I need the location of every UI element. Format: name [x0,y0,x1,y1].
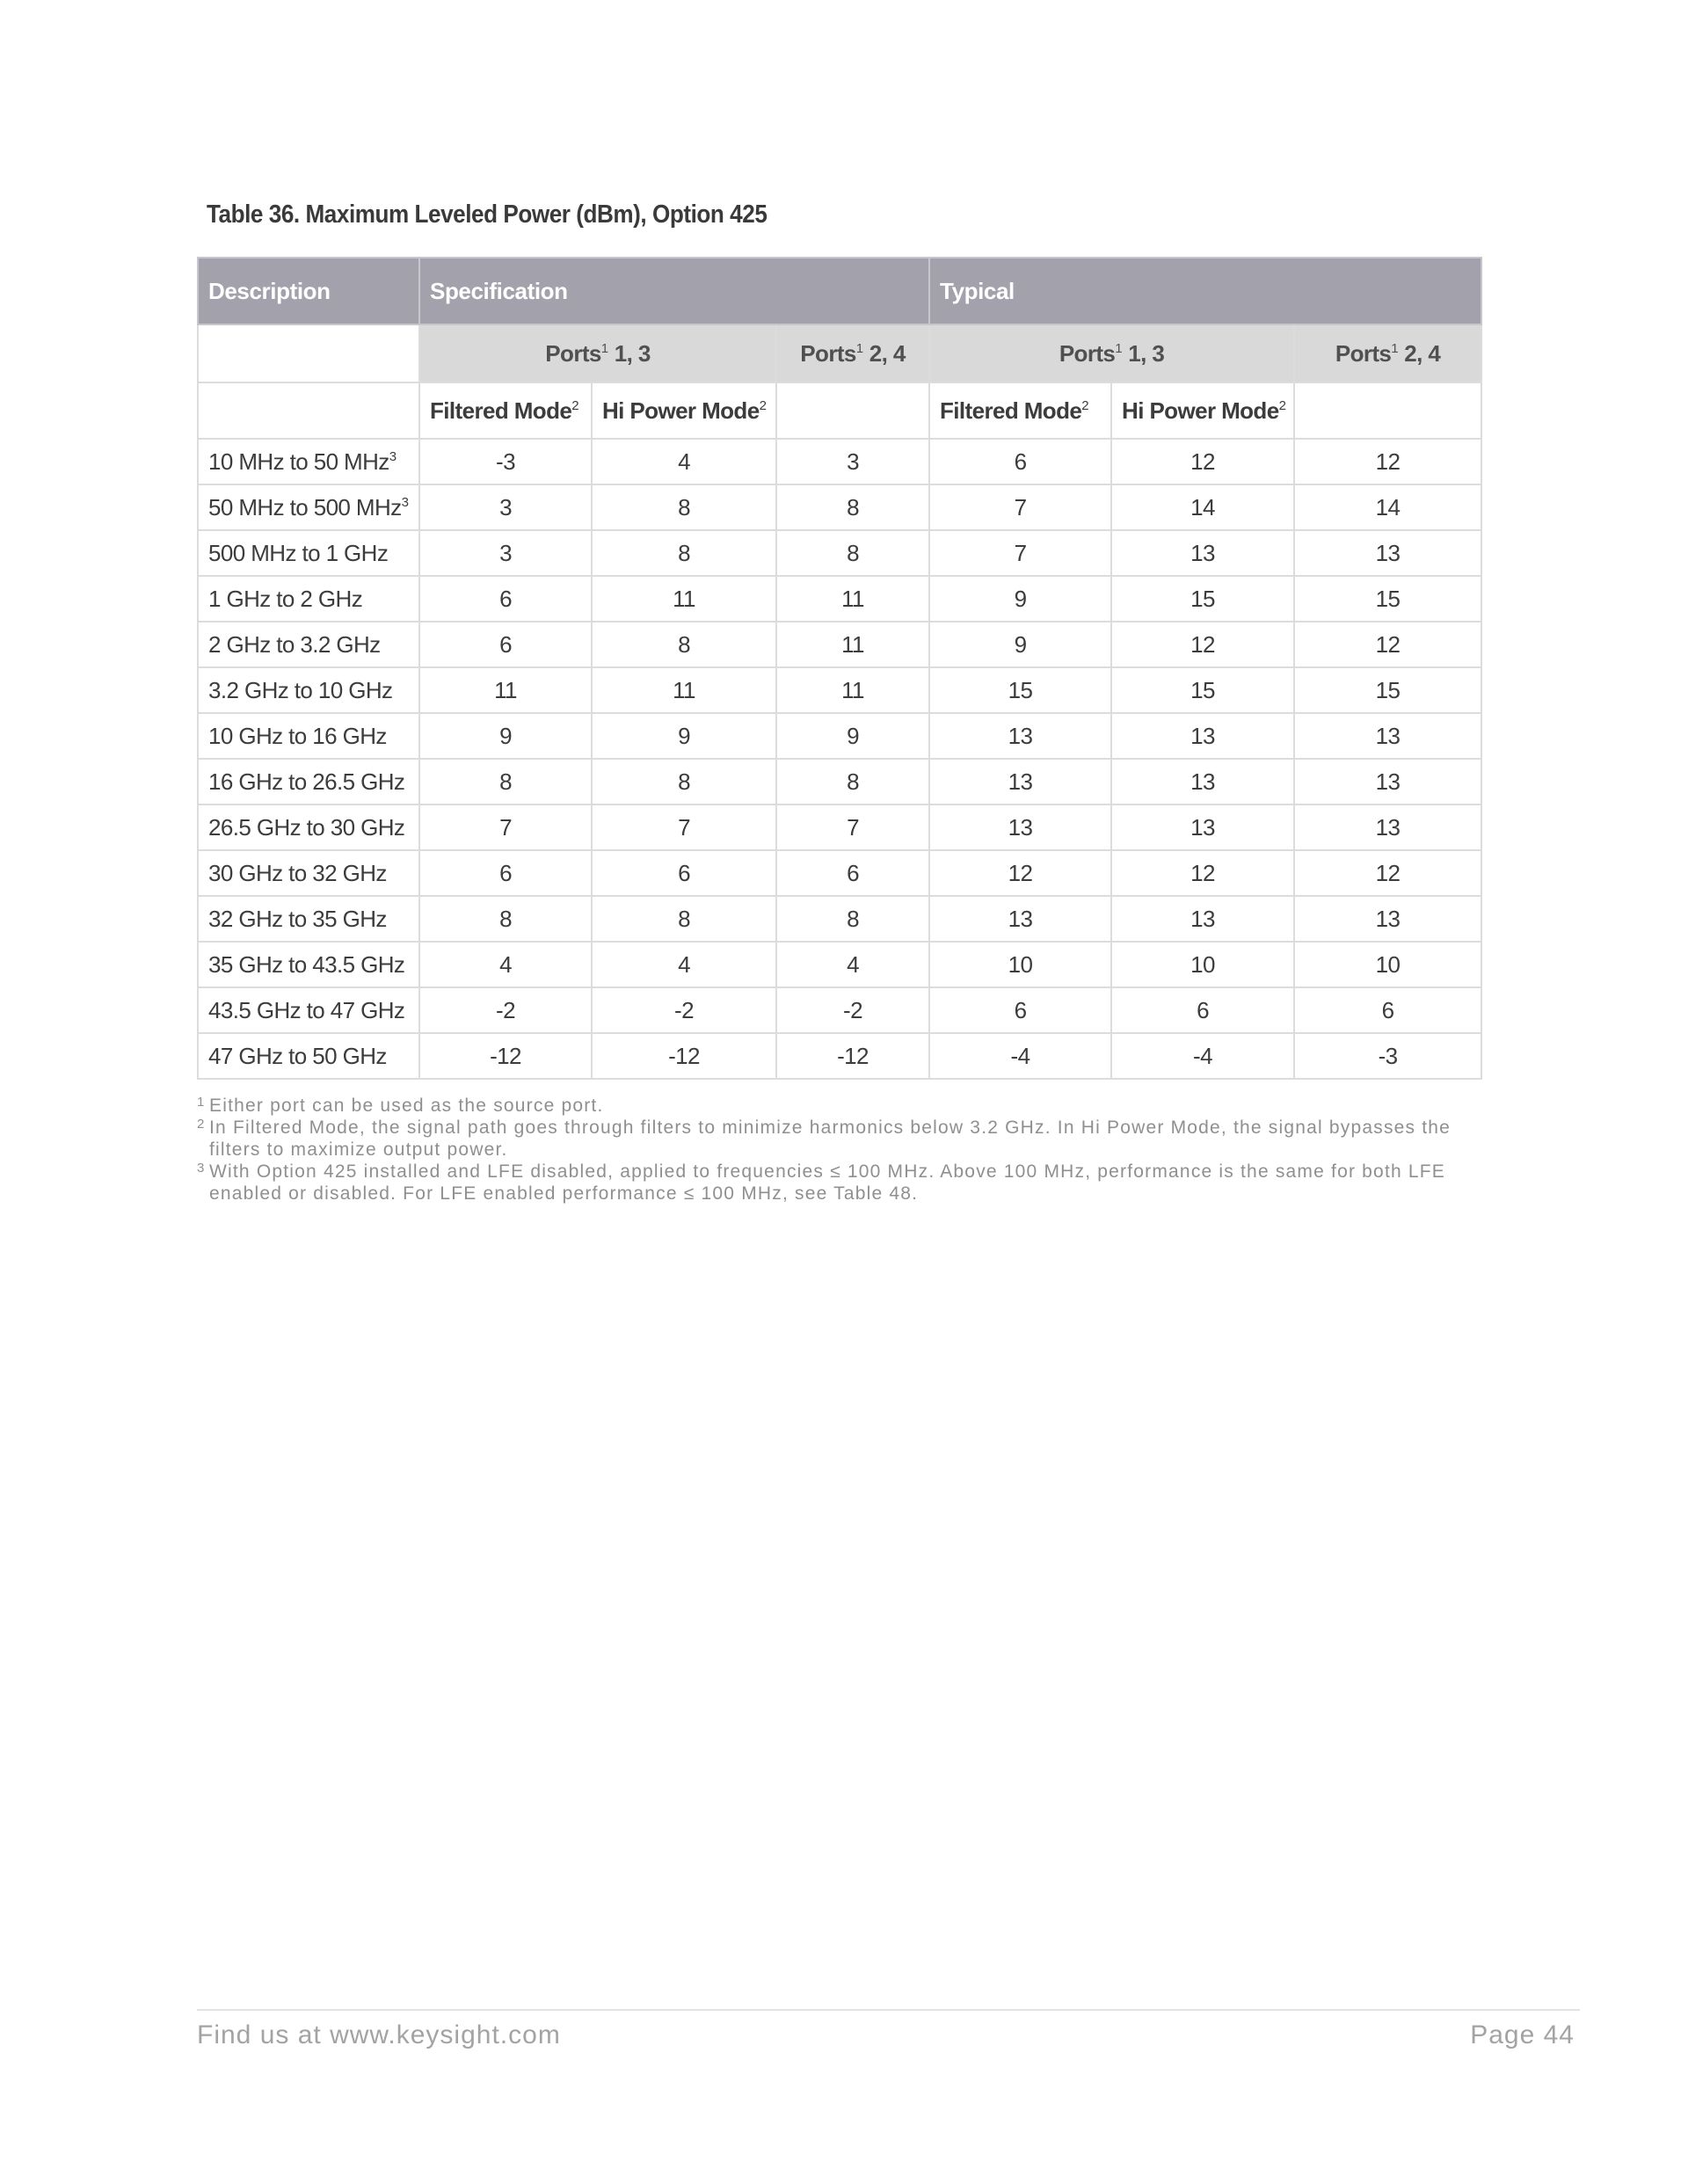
max-leveled-power-table [197,257,1482,1080]
power-value-cell: 8 [419,896,592,942]
power-value-cell: 13 [929,804,1111,850]
frequency-range-cell: 43.5 GHz to 47 GHz [198,987,419,1033]
typ-ports-13: Ports$^1$ 1, 3 [929,324,1294,382]
frequency-range-cell: 47 GHz to 50 GHz [198,1033,419,1079]
power-value-cell: 7 [592,804,776,850]
power-value-cell: 4 [592,942,776,987]
power-value-cell: -2 [592,987,776,1033]
power-value-cell: 6 [776,850,929,896]
frequency-range-cell: 32 GHz to 35 GHz [198,896,419,942]
power-value-cell: -3 [419,439,592,484]
power-value-cell: 6 [929,987,1111,1033]
power-value-cell: 13 [1294,530,1481,576]
power-value-cell: 8 [776,484,929,530]
power-value-cell: 12 [1294,439,1481,484]
footer-website: Find us at www.keysight.com [197,2020,561,2049]
ports-row [198,324,1481,382]
footnote-2: 2 In Filtered Mode, the signal path goes through filters to minimize harmonics below 3.2 GHz. In Hi Power Mode, the signal bypasses the filters to maximize output power. [197,1117,1452,1160]
table-row [198,713,1481,759]
footnote-1: 1 Either port can be used as the source port. [197,1095,604,1116]
power-value-cell: -4 [1111,1033,1294,1079]
power-value-cell: 15 [1294,576,1481,622]
power-value-cell: 7 [929,530,1111,576]
power-value-cell: 10 [929,942,1111,987]
power-value-cell: 12 [1294,850,1481,896]
table-row [198,667,1481,713]
power-value-cell: -12 [776,1033,929,1079]
power-value-cell: 3 [419,530,592,576]
power-value-cell: 4 [776,942,929,987]
table-row [198,1033,1481,1079]
ports-blank-cell [198,324,419,382]
power-value-cell: 12 [929,850,1111,896]
power-value-cell: 12 [1294,622,1481,667]
power-value-cell: 11 [592,667,776,713]
power-value-cell: 15 [929,667,1111,713]
power-value-cell: 13 [1111,713,1294,759]
spec-24-mode-blank [776,382,929,439]
power-value-cell: 11 [776,576,929,622]
power-value-cell: -12 [592,1033,776,1079]
power-value-cell: 8 [592,530,776,576]
typ-hipower-mode: Hi Power Mode$^2$ [1111,382,1294,439]
modes-blank-cell [198,382,419,439]
footnote-3: 3 With Option 425 installed and LFE disabled, applied to frequencies ≤ 100 MHz. Above 100 MHz, performance is the same for both LFE enabled or disabled. For LFE enabled performance ≤ 100 MHz, see Table 48. [197,1161,1446,1204]
typ-filtered-mode: Filtered Mode$^2$ [929,382,1111,439]
frequency-range-cell: 10 GHz to 16 GHz [198,713,419,759]
power-value-cell: 12 [1111,622,1294,667]
power-value-cell: 6 [592,850,776,896]
power-value-cell: 13 [929,713,1111,759]
power-value-cell: 8 [592,622,776,667]
power-value-cell: 8 [419,759,592,804]
power-value-cell: -4 [929,1033,1111,1079]
typ-24-mode-blank [1294,382,1481,439]
table-row [198,759,1481,804]
power-value-cell: 12 [1111,439,1294,484]
power-value-cell: 8 [776,530,929,576]
power-value-cell: 15 [1111,576,1294,622]
power-value-cell: 13 [1111,896,1294,942]
power-value-cell: 13 [1294,759,1481,804]
power-value-cell: 11 [776,622,929,667]
spec-ports-13: Ports$^1$ 1, 3 [419,324,776,382]
power-value-cell: 7 [419,804,592,850]
power-value-cell: 3 [776,439,929,484]
power-value-cell: 8 [592,484,776,530]
power-value-cell: 13 [1294,713,1481,759]
power-value-cell: 8 [592,759,776,804]
power-value-cell: 14 [1111,484,1294,530]
table-row [198,530,1481,576]
frequency-range-cell: 16 GHz to 26.5 GHz [198,759,419,804]
footer-divider [197,2009,1580,2011]
power-value-cell: 9 [592,713,776,759]
power-value-cell: 6 [419,622,592,667]
table-row [198,850,1481,896]
modes-row [198,382,1481,439]
table-body [198,439,1481,1079]
power-value-cell: 12 [1111,850,1294,896]
table-row [198,484,1481,530]
power-value-cell: 8 [776,896,929,942]
power-value-cell: 9 [929,576,1111,622]
power-value-cell: -2 [419,987,592,1033]
power-value-cell: 6 [419,850,592,896]
table-row [198,439,1481,484]
power-value-cell: 7 [929,484,1111,530]
power-value-cell: 11 [776,667,929,713]
power-value-cell: 3 [419,484,592,530]
frequency-range-cell: 50 MHz to 500 MHz$^3$ [198,484,419,530]
power-value-cell: 13 [1111,804,1294,850]
frequency-range-cell: 2 GHz to 3.2 GHz [198,622,419,667]
typ-ports-24: Ports$^1$ 2, 4 [1294,324,1481,382]
frequency-range-cell: 35 GHz to 43.5 GHz [198,942,419,987]
power-value-cell: 13 [929,896,1111,942]
footnotes [197,1095,1463,1205]
power-value-cell: 14 [1294,484,1481,530]
header-typical: Typical [929,258,1481,324]
power-value-cell: 13 [1294,804,1481,850]
power-value-cell: 6 [929,439,1111,484]
power-value-cell: 15 [1111,667,1294,713]
power-value-cell: 15 [1294,667,1481,713]
power-value-cell: 9 [419,713,592,759]
power-value-cell: 13 [1294,896,1481,942]
footer-page-number: Page 44 [1470,2020,1575,2049]
table-caption: Table 36. Maximum Leveled Power (dBm), Option 425 [207,200,768,229]
table-row [198,987,1481,1033]
frequency-range-cell: 26.5 GHz to 30 GHz [198,804,419,850]
power-value-cell: 11 [592,576,776,622]
header-row [198,258,1481,324]
power-value-cell: -2 [776,987,929,1033]
table-row [198,576,1481,622]
power-value-cell: 8 [776,759,929,804]
power-value-cell: 13 [929,759,1111,804]
power-value-cell: -3 [1294,1033,1481,1079]
frequency-range-cell: 3.2 GHz to 10 GHz [198,667,419,713]
frequency-range-cell: 10 MHz to 50 MHz$^3$ [198,439,419,484]
spec-filtered-mode: Filtered Mode$^2$ [419,382,592,439]
power-value-cell: 6 [419,576,592,622]
power-value-cell: 4 [419,942,592,987]
header-specification: Specification [419,258,929,324]
power-value-cell: 13 [1111,530,1294,576]
power-value-cell: 6 [1294,987,1481,1033]
power-value-cell: 11 [419,667,592,713]
table-row [198,804,1481,850]
power-value-cell: 8 [592,896,776,942]
frequency-range-cell: 1 GHz to 2 GHz [198,576,419,622]
spec-ports-24: Ports$^1$ 2, 4 [776,324,929,382]
power-value-cell: 4 [592,439,776,484]
frequency-range-cell: 500 MHz to 1 GHz [198,530,419,576]
frequency-range-cell: 30 GHz to 32 GHz [198,850,419,896]
power-value-cell: 6 [1111,987,1294,1033]
table-row [198,942,1481,987]
power-value-cell: 13 [1111,759,1294,804]
table-row [198,622,1481,667]
power-value-cell: 9 [929,622,1111,667]
power-value-cell: 10 [1111,942,1294,987]
power-value-cell: 7 [776,804,929,850]
power-value-cell: -12 [419,1033,592,1079]
spec-hipower-mode: Hi Power Mode$^2$ [592,382,776,439]
header-description: Description [198,258,419,324]
power-value-cell: 9 [776,713,929,759]
table-row [198,896,1481,942]
power-value-cell: 10 [1294,942,1481,987]
